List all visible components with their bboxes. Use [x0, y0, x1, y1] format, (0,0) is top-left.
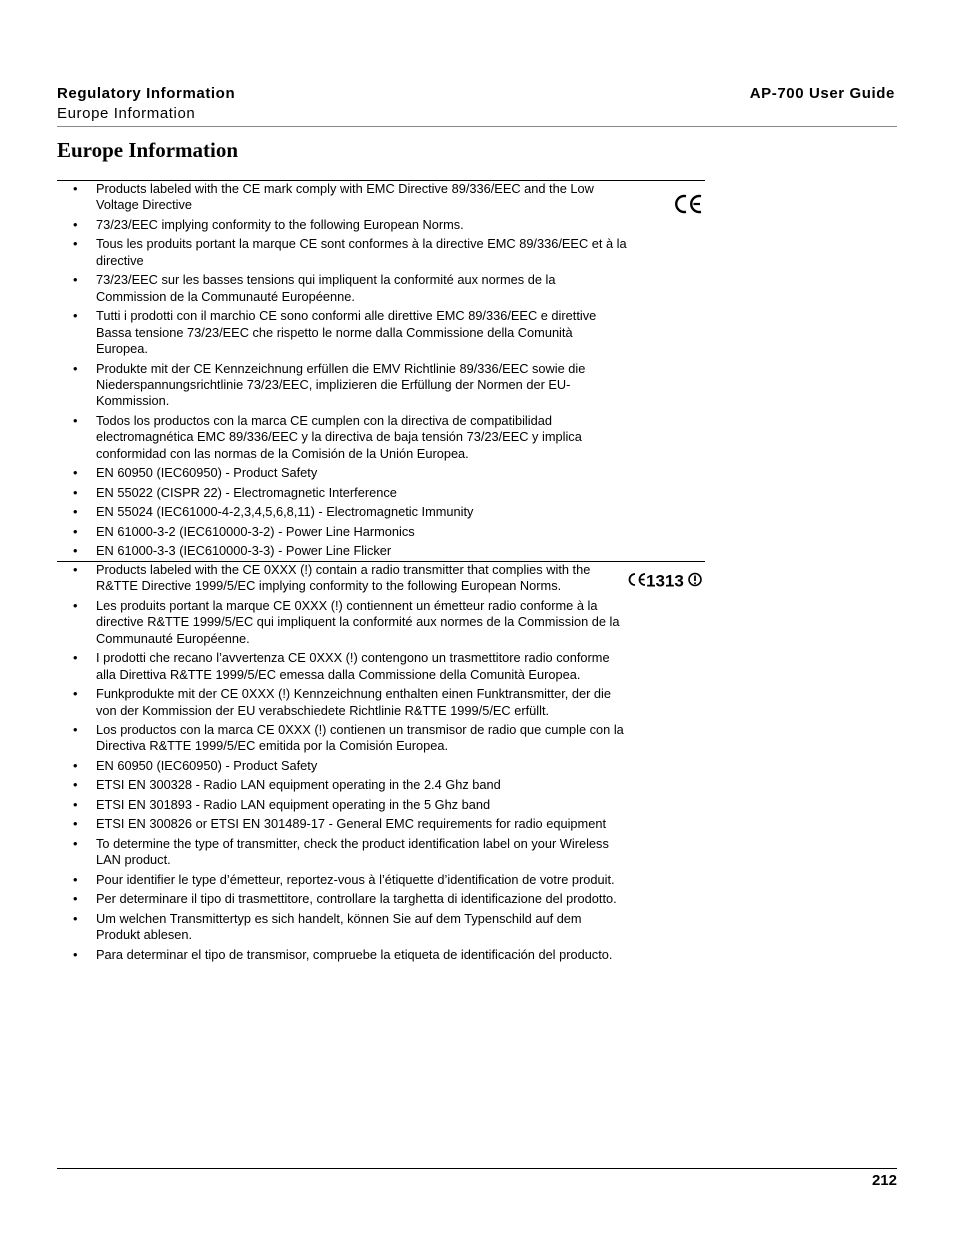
list-item: • Products labeled with the CE 0XXX (!) contain a radio transmitter that complies with the R&TTE Directive 1999/5/EC implying conformity to the following European Norms.: [57, 562, 628, 595]
running-header: [57, 85, 235, 123]
list-item: • Products labeled with the CE mark comply with EMC Directive 89/336/EEC and the Low Voltage Directive: [57, 181, 628, 214]
rtte-compliance-list: [57, 562, 705, 963]
header-divider: [57, 126, 897, 127]
header-guide-title: AP-700 User Guide: [749, 85, 895, 102]
ce-mark-logo: [674, 193, 704, 220]
list-item: • 73/23/EEC sur les basses tensions qui impliquent la conformité aux normes de la Commission de la Communauté Européenne.: [57, 272, 628, 305]
notified-body-number: 1313: [646, 571, 684, 591]
list-item: • Todos los productos con la marca CE cumplen con la directiva de compatibilidad electromagnética EMC 89/336/EEC y la directiva de baja tensión 73/23/EEC y implica conformidad con las normas de la Comisión de la Unión Europea.: [57, 413, 628, 462]
list-item: • Funkprodukte mit der CE 0XXX (!) Kennzeichnung enthalten einen Funktransmitter, der die von der Kommission der EU verabschiedete Richtlinie R&TTE 1999/5/EC erfüllt.: [57, 686, 628, 719]
footer-divider: [57, 1168, 897, 1169]
page-number: 212: [871, 1172, 897, 1189]
list-item: • 73/23/EEC implying conformity to the following European Norms.: [57, 217, 628, 233]
list-item: • EN 61000-3-2 (IEC610000-3-2) - Power Line Harmonics: [57, 524, 628, 540]
list-item: • Per determinare il tipo di trasmettitore, controllare la targhetta di identificazione del prodotto.: [57, 891, 628, 907]
list-item: • EN 60950 (IEC60950) - Product Safety: [57, 465, 628, 481]
list-item: • Um welchen Transmittertyp es sich handelt, können Sie auf dem Typenschild auf dem Produkt ablesen.: [57, 911, 628, 944]
list-item: • EN 60950 (IEC60950) - Product Safety: [57, 758, 628, 774]
list-item: • Pour identifier le type d’émetteur, reportez-vous à l’étiquette d’identification de votre produit.: [57, 872, 628, 888]
ce-mark-icon: [674, 193, 704, 215]
list-item: • ETSI EN 300328 - Radio LAN equipment operating in the 2.4 Ghz band: [57, 777, 628, 793]
list-item: • Para determinar el tipo de transmisor, compruebe la etiqueta de identificación del producto.: [57, 947, 628, 963]
list-item: • Produkte mit der CE Kennzeichnung erfüllen die EMV Richtlinie 89/336/EEC sowie die Niederspannungsrichtlinie 73/23/EEC, implizieren die Erfüllung der Normen der EU-Kommission.: [57, 361, 628, 410]
page-title: Europe Information: [57, 138, 239, 162]
ce-compliance-block: [57, 180, 705, 563]
list-item: • Tutti i prodotti con il marchio CE sono conformi alle direttive EMC 89/336/EEC e direttive Bassa tensione 73/23/EEC che rispetto le norme dalla Commissione della Comunità Europea.: [57, 308, 628, 357]
ce-1313-alert-icon: [627, 568, 705, 592]
list-item: • ETSI EN 301893 - Radio LAN equipment operating in the 5 Ghz band: [57, 797, 628, 813]
list-item: • EN 55022 (CISPR 22) - Electromagnetic Interference: [57, 485, 628, 501]
header-subsection-title: Europe Information: [57, 105, 196, 122]
list-item: • Les produits portant la marque CE 0XXX (!) contiennent un émetteur radio conforme à la directive R&TTE 1999/5/EC qui impliquent la conformité aux normes de la Commission de la Communauté Européenne.: [57, 598, 628, 647]
list-item: • I prodotti che recano l’avvertenza CE 0XXX (!) contengono un trasmettitore radio conforme alla Direttiva R&TTE 1999/5/EC emessa dalla Commissione della Comunità Europea.: [57, 650, 628, 683]
list-item: • Tous les produits portant la marque CE sont conformes à la directive EMC 89/336/EEC et à la directive: [57, 236, 628, 269]
ce-1313-alert-logo: [627, 568, 705, 597]
list-item: • To determine the type of transmitter, check the product identification label on your Wireless LAN product.: [57, 836, 628, 869]
list-item: • Los productos con la marca CE 0XXX (!) contienen un transmisor de radio que cumple con la Directiva R&TTE 1999/5/EC emitida por la Comisión Europea.: [57, 722, 628, 755]
list-item: • EN 55024 (IEC61000-4-2,3,4,5,6,8,11) - Electromagnetic Immunity: [57, 504, 628, 520]
header-section-title: Regulatory Information: [57, 85, 236, 102]
ce-compliance-list: [57, 181, 705, 560]
list-item: • ETSI EN 300826 or ETSI EN 301489-17 - General EMC requirements for radio equipment: [57, 816, 628, 832]
rtte-compliance-block: [57, 561, 705, 966]
list-item: • EN 61000-3-3 (IEC610000-3-3) - Power Line Flicker: [57, 543, 628, 559]
